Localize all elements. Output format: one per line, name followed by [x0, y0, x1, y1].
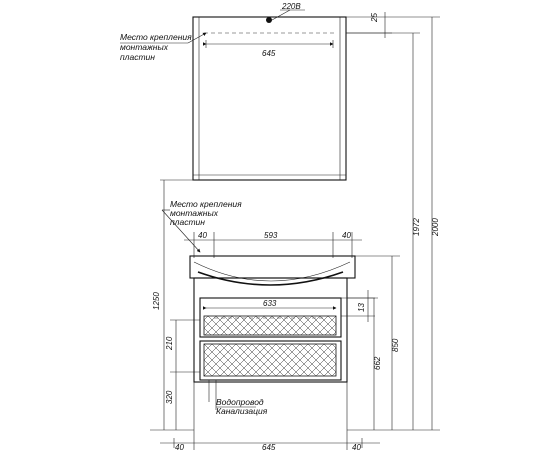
power-label: 220В — [282, 2, 301, 11]
mirror-outline — [193, 17, 346, 180]
basin-width-label: 593 — [264, 231, 278, 240]
mirror-mount-note-line3: пластин — [120, 52, 155, 62]
dim-1250-label: 1250 — [152, 292, 161, 310]
drawer-top-pattern — [204, 316, 336, 335]
dim-1972-label: 1972 — [412, 218, 421, 236]
bottom-left-label: 40 — [175, 443, 184, 450]
bottom-width-label: 645 — [262, 443, 276, 450]
cabinet-group — [160, 199, 380, 450]
basin-top — [190, 256, 355, 278]
cabinet-mount-note-line2: монтажных — [170, 208, 218, 218]
power-leader — [272, 10, 290, 20]
cabinet-mount-note-line1: Место крепления — [170, 199, 242, 209]
top-offset-label: 25 — [370, 13, 379, 22]
cabinet-mount-note-line3: пластин — [170, 217, 205, 227]
dim-2000-label: 2000 — [431, 218, 440, 236]
dim-13-label: 13 — [357, 303, 366, 312]
mirror-mount-note-line1: Место крепления — [120, 32, 192, 42]
left-margin-label: 40 — [198, 231, 207, 240]
mirror-mount-note-line2: монтажных — [120, 42, 168, 52]
utilities-note-line2: Канализация — [216, 406, 268, 416]
right-margin-label: 40 — [342, 231, 351, 240]
inner-width-label: 633 — [263, 299, 277, 308]
power-socket-icon — [266, 17, 272, 23]
mirror-group — [120, 2, 392, 180]
utilities-note-line1: Водопровод — [216, 397, 264, 407]
drawer-bottom-pattern — [204, 344, 336, 376]
mirror-width-label: 645 — [262, 49, 276, 58]
dim-210-label: 210 — [165, 336, 174, 350]
right-dimensions — [341, 17, 440, 430]
dim-320-label: 320 — [165, 390, 174, 404]
bottom-right-label: 40 — [352, 443, 361, 450]
dim-662-label: 662 — [373, 356, 382, 370]
dim-850-label: 850 — [391, 338, 400, 352]
